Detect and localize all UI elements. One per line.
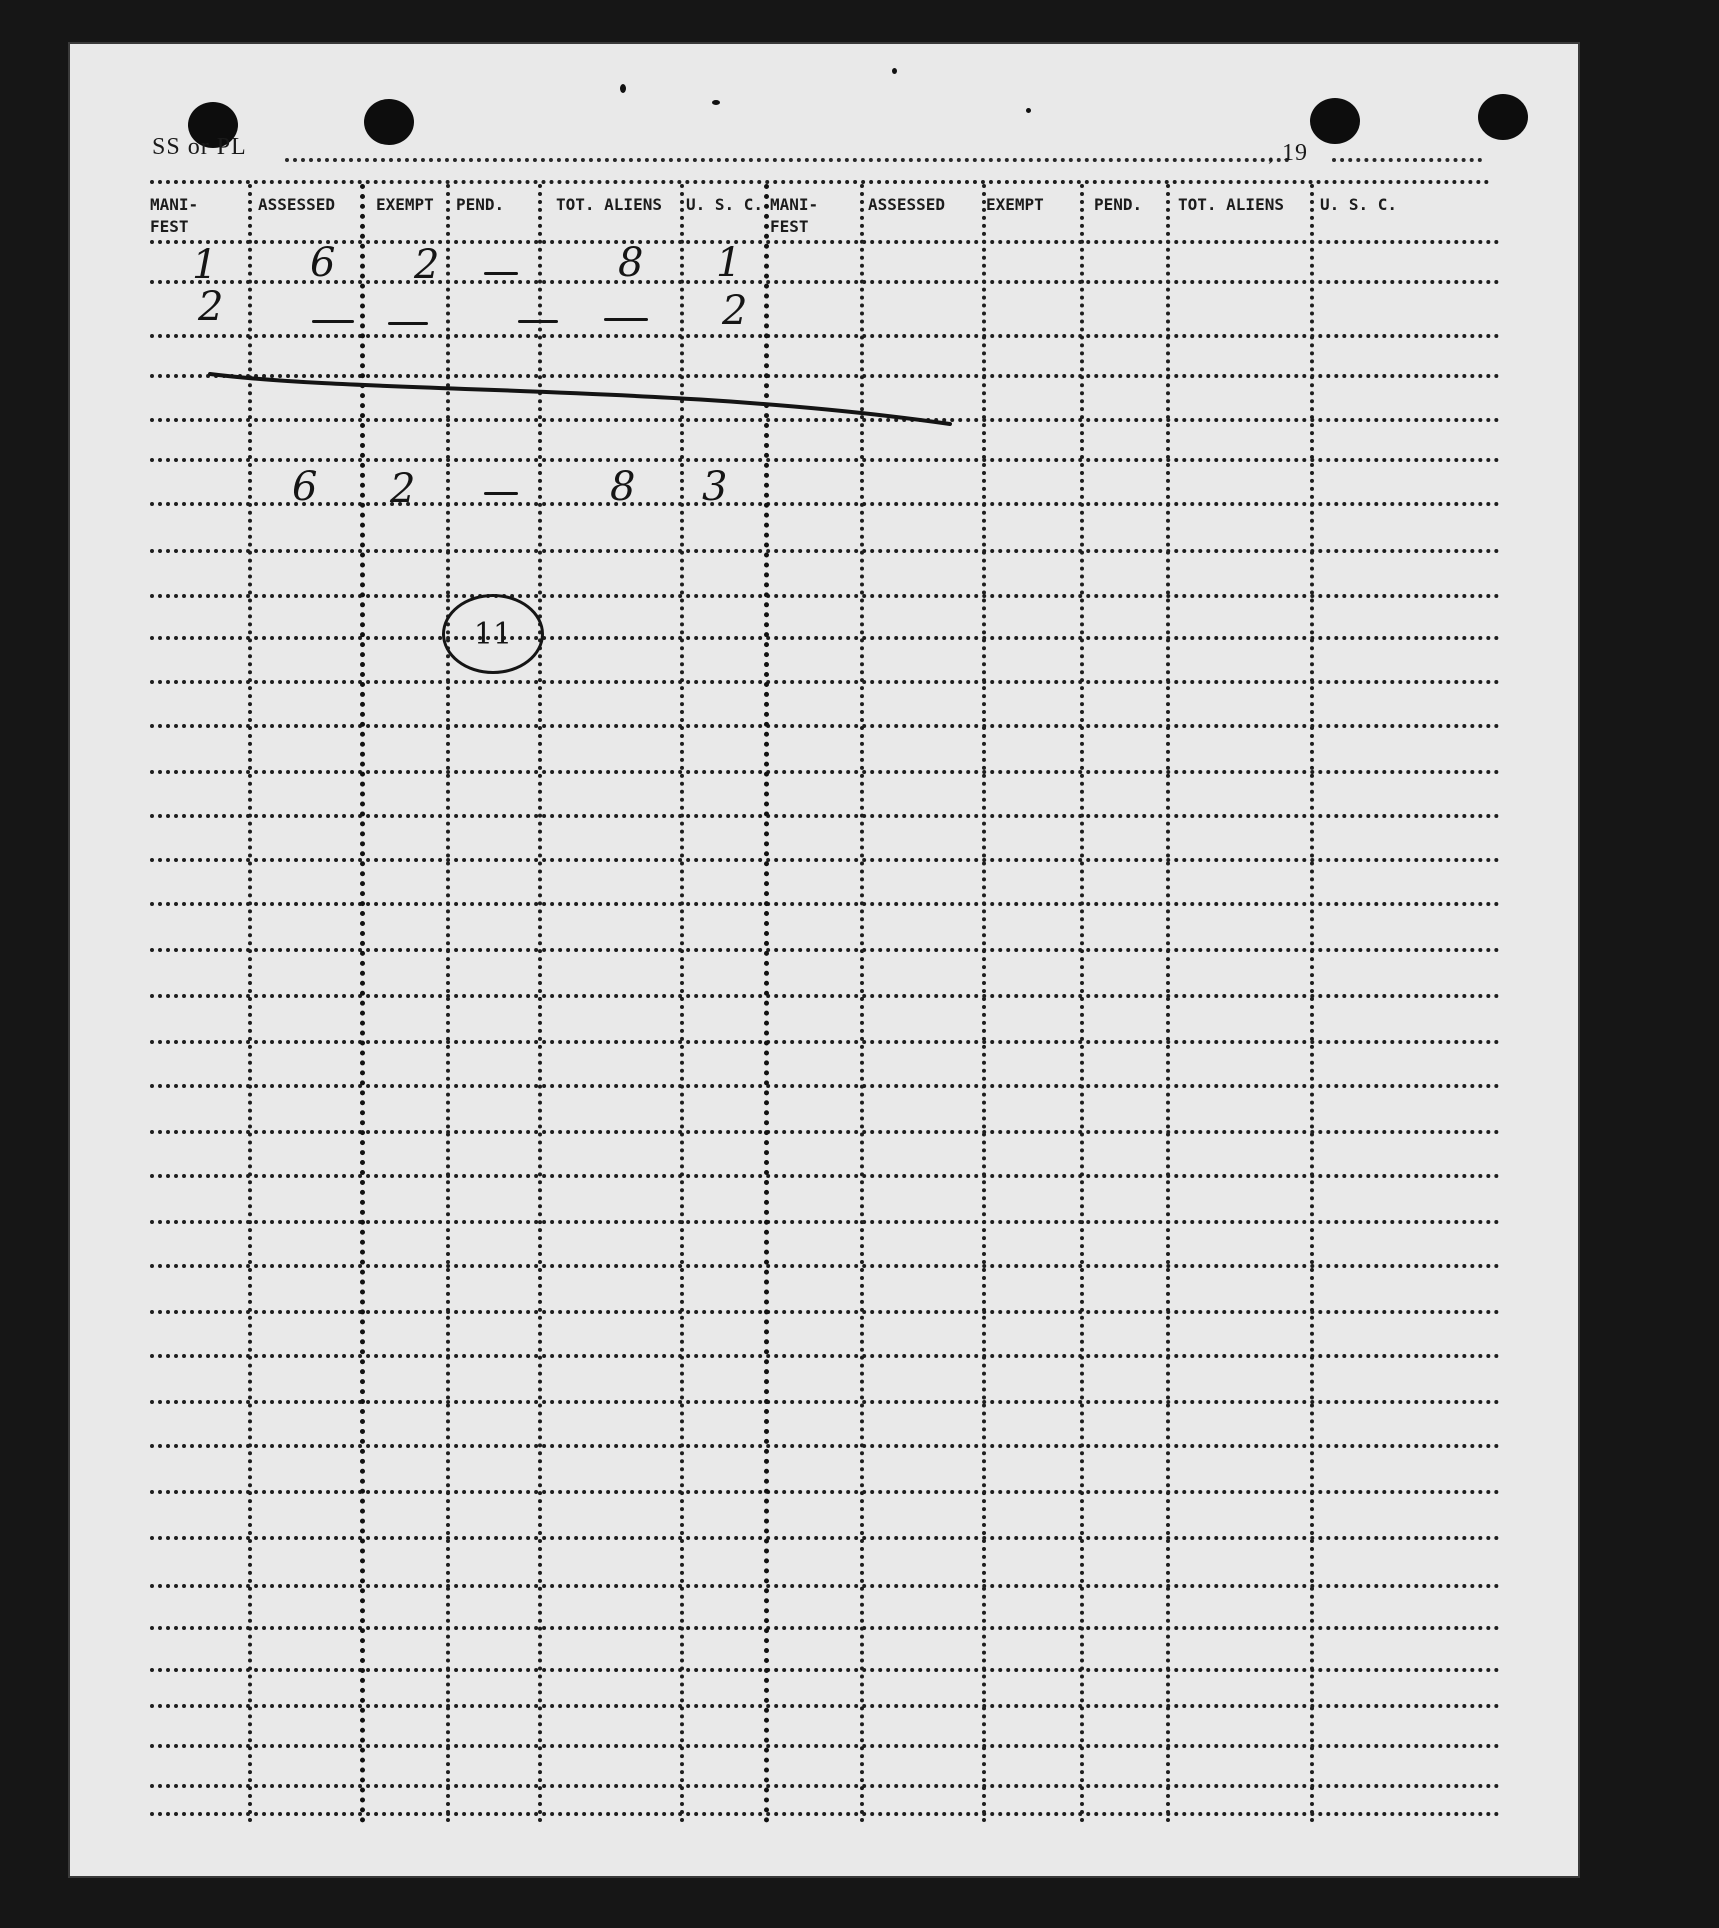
col-header-assessed-left: ASSESSED [258, 195, 336, 214]
row1-exempt: 2 [414, 242, 440, 288]
total-exempt: 2 [390, 466, 416, 512]
col-header-manifest-left: MANI- FEST [150, 195, 199, 236]
total-usc: 3 [702, 464, 728, 510]
col-header-tot-aliens-left: TOT. ALIENS [556, 195, 662, 214]
row1-assessed: 6 [310, 240, 336, 286]
row1-manifest: 1 [192, 242, 218, 288]
form-sheet [70, 44, 1578, 1876]
total-tot-aliens: 8 [610, 464, 636, 510]
row2-manifest: 2 [198, 284, 224, 330]
total-assessed: 6 [292, 464, 318, 510]
circled-number-text: 11 [473, 616, 513, 652]
col-header-pend-right: PEND. [1094, 195, 1143, 214]
col-header-pend-left: PEND. [456, 195, 505, 214]
ship-label: SS or PL [152, 134, 247, 160]
col-header-tot-aliens-right: TOT. ALIENS [1178, 195, 1284, 214]
row1-tot-aliens: 8 [618, 240, 644, 286]
col-header-usc-left: U. S. C. [686, 195, 764, 214]
row2-usc: 2 [722, 288, 748, 334]
col-header-exempt-left: EXEMPT [376, 195, 434, 214]
col-header-assessed-right: ASSESSED [868, 195, 946, 214]
col-header-usc-right: U. S. C. [1320, 195, 1398, 214]
row1-usc: 1 [716, 240, 742, 286]
col-header-manifest-right: MANI- FEST [770, 195, 819, 236]
underline-stroke [70, 44, 1578, 1876]
col-header-exempt-right: EXEMPT [986, 195, 1044, 214]
year-label: , 19 [1268, 140, 1308, 166]
